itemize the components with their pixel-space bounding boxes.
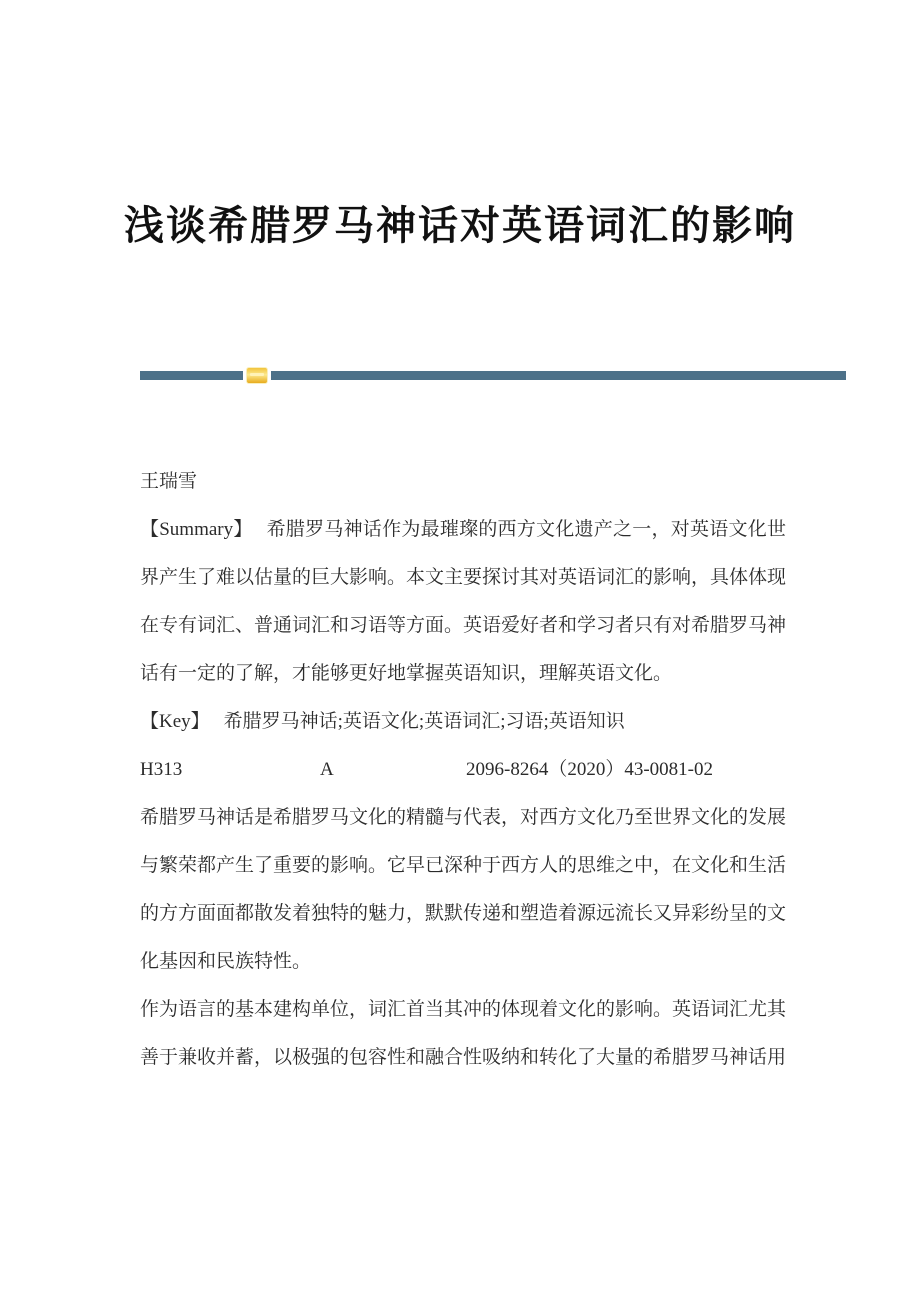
summary-label: 【Summary】	[140, 519, 253, 540]
document-type-code: A	[320, 759, 334, 780]
keywords-text: 希腊罗马神话;英语文化;英语词汇;习语;英语知识	[223, 711, 625, 732]
classification-code: H313	[140, 759, 183, 780]
body-paragraph: 希腊罗马神话是希腊罗马文化的精髓与代表，对西方文化乃至世界文化的发展与繁荣都产生了重要的影响。它早已深种于西方人的思维之中，在文化和生活的方方面面都散发着独特的魅力，默默传递和塑造着源远流长又异彩纷呈的文化基因和民族特性。	[140, 807, 787, 972]
keywords-label: 【Key】	[140, 711, 210, 732]
gold-seal-icon	[246, 367, 268, 384]
body-paragraph: 作为语言的基本建构单位，词汇首当其冲的体现着文化的影响。英语词汇尤其善于兼收并蓄，以极强的包容性和融合性吸纳和转化了大量的希腊罗马神话用	[140, 999, 787, 1068]
keywords-line	[140, 698, 786, 746]
summary-text: 希腊罗马神话作为最璀璨的西方文化遗产之一，对英语文化世界产生了难以估量的巨大影响。本文主要探讨其对英语词汇的影响，具体体现在专有词汇、普通词汇和习语等方面。英语爱好者和学习者只有对希腊罗马神话有一定的了解，才能够更好地掌握英语知识，理解英语文化。	[140, 519, 787, 684]
article-body	[140, 458, 786, 1082]
author-name: 王瑞雪	[140, 471, 198, 492]
summary-paragraph	[140, 506, 786, 698]
classification-line	[140, 746, 786, 794]
title-divider-bar	[140, 371, 846, 380]
article-title: 浅谈希腊罗马神话对英语词汇的影响	[124, 203, 796, 248]
article-number: 2096-8264（2020）43-0081-02	[466, 759, 713, 780]
